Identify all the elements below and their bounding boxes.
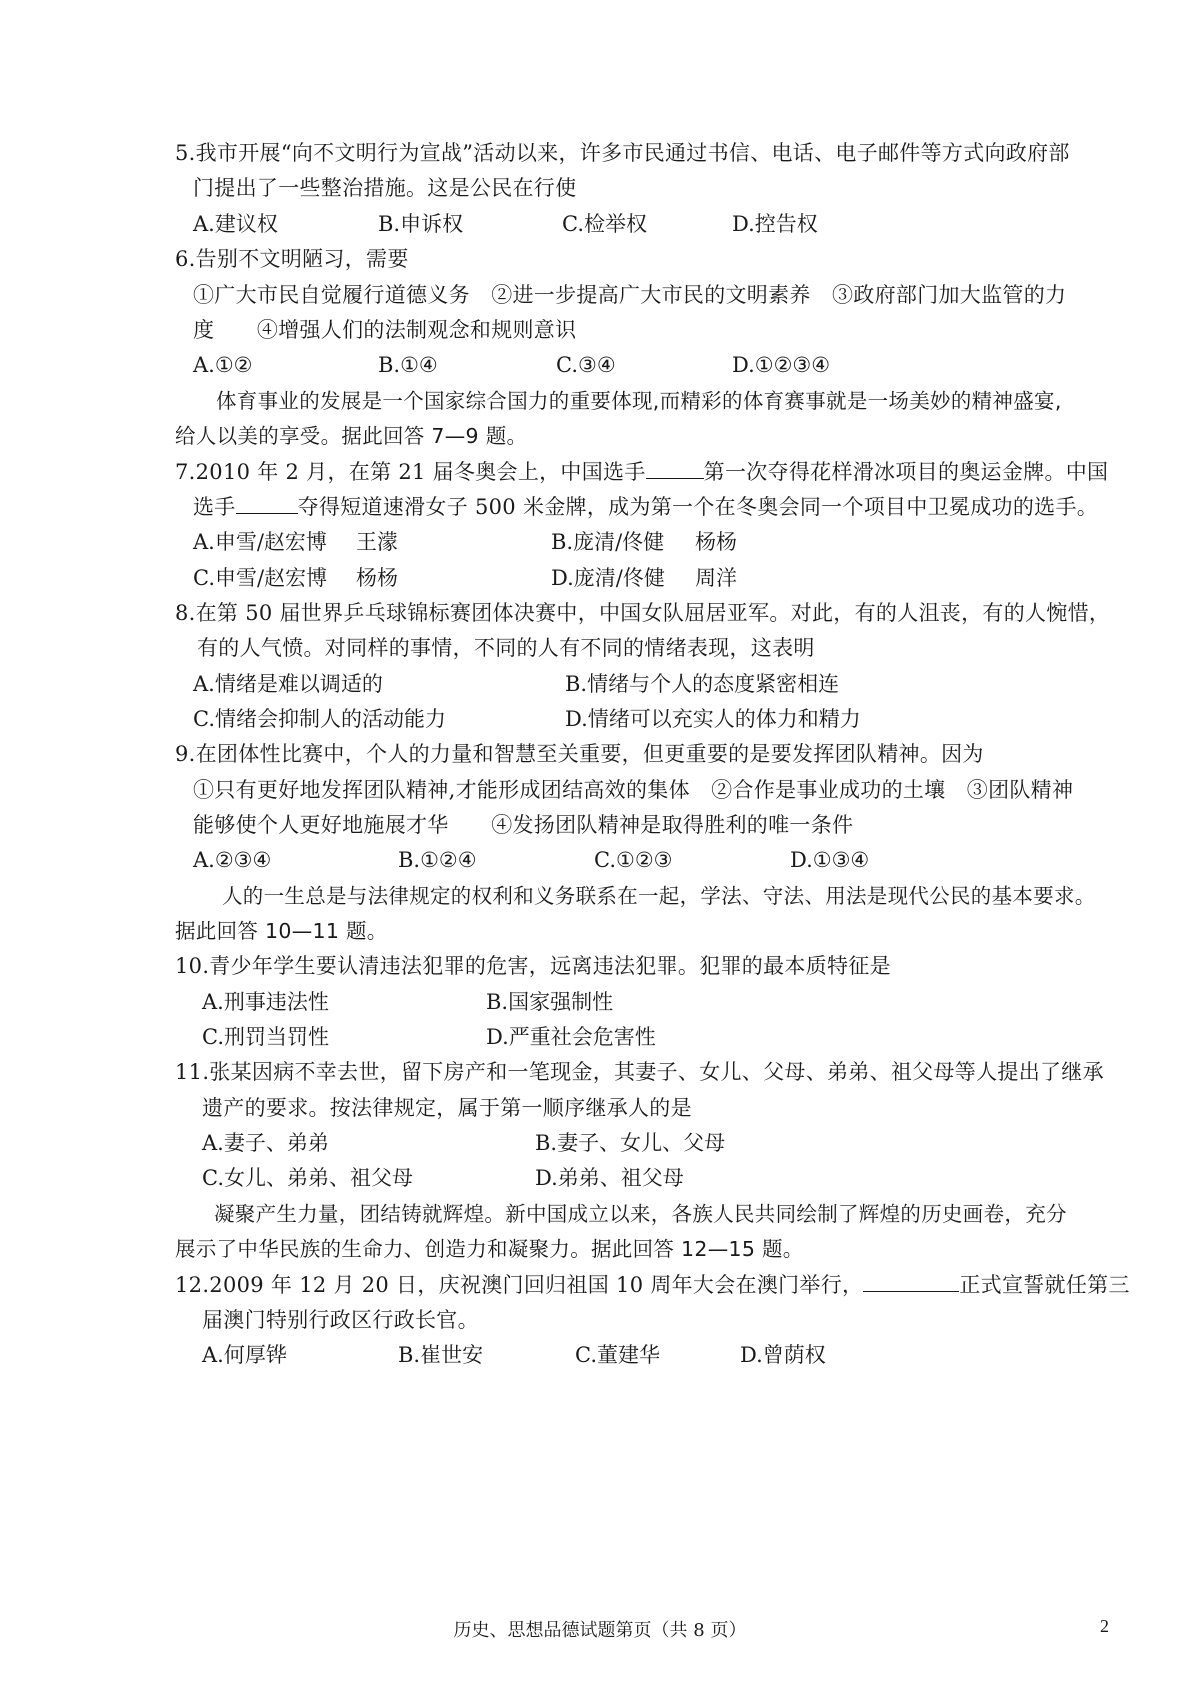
q11-option-d: D.弟弟、祖父母 [535,1166,684,1190]
passage3-line2: 展示了中华民族的生命力、创造力和凝聚力。据此回答 12—15 题。 [175,1237,804,1261]
q9-stem-line2: ①只有更好地发挥团队精神,才能形成团结高效的集体 ②合作是事业成功的土壤 ③团队精神 [193,778,1074,802]
q12-stem-line2: 届澳门特别行政区行政长官。 [202,1308,479,1332]
q10-option-b: B.国家强制性 [486,990,614,1014]
passage3-line1: 凝聚产生力量，团结铸就辉煌。新中国成立以来，各族人民共同绘制了辉煌的历史画卷，充分 [214,1202,1067,1226]
q7-stem-line1-post: 第一次夺得花样滑冰项目的奥运金牌。中国 [703,460,1109,484]
q11-option-a: A.妻子、弟弟 [202,1131,329,1155]
passage1-line1: 体育事业的发展是一个国家综合国力的重要体现,而精彩的体育赛事就是一场美妙的精神盛宴, [216,389,1062,413]
q6-option-c: C.③④ [556,353,616,377]
q6-stem-line2: ①广大市民自觉履行道德义务 ②进一步提高广大市民的文明素养 ③政府部门加大监管的力 [193,283,1067,307]
q5-option-d: D.控告权 [732,212,818,236]
q9-stem-line1: 9.在团体性比赛中，个人的力量和智慧至关重要，但更重要的是要发挥团队精神。因为 [175,742,984,766]
q6-stem-line3: 度 ④增强人们的法制观念和规则意识 [193,318,577,342]
page-number: 2 [1100,1616,1109,1636]
q10-option-d: D.严重社会危害性 [486,1025,656,1049]
q8-option-a: A.情绪是难以调适的 [193,672,383,696]
q12-option-a: A.何厚铧 [202,1343,287,1367]
q9-option-d: D.①③④ [790,848,870,872]
q5-stem-line1: 5.我市开展“向不文明行为宣战”活动以来，许多市民通过书信、电话、电子邮件等方式向政府部 [175,141,1070,165]
q12-stem-line1-pre: 12.2009 年 12 月 20 日，庆祝澳门回归祖国 10 周年大会在澳门举行， [175,1273,864,1297]
q9-stem-line3: 能够使个人更好地施展才华 ④发扬团队精神是取得胜利的唯一条件 [193,813,854,837]
q8-option-c: C.情绪会抑制人的活动能力 [193,707,446,731]
q12-option-d: D.曾荫权 [740,1343,826,1367]
q7-option-c-single: 杨杨 [356,566,398,590]
q9-option-a: A.②③④ [193,848,272,872]
q10-stem-line1: 10.青少年学生要认清违法犯罪的危害，远离违法犯罪。犯罪的最本质特征是 [175,954,891,978]
q7-option-d-pair: D.庞清/佟健 [551,566,665,590]
q11-option-c: C.女儿、弟弟、祖父母 [202,1166,413,1190]
q12-option-c: C.董建华 [575,1343,660,1367]
q5-stem-line2: 门提出了一些整治措施。这是公民在行使 [193,176,577,200]
q7-stem-line1 [175,458,1108,486]
q6-option-d: D.①②③④ [732,353,831,377]
q7-answer-blank-2 [236,493,298,514]
q8-option-d: D.情绪可以充实人的体力和精力 [565,707,861,731]
q10-option-c: C.刑罚当罚性 [202,1025,329,1049]
q7-option-b-single: 杨杨 [695,530,737,554]
q7-option-c-pair: C.申雪/赵宏博 [193,566,328,590]
q9-option-b: B.①②④ [398,848,477,872]
q7-option-d-single: 周洋 [695,566,737,590]
q7-stem-line2-pre: 选手 [193,495,236,519]
q7-option-b-pair: B.庞清/佟健 [551,530,665,554]
q11-option-b: B.妻子、女儿、父母 [535,1131,726,1155]
q7-option-a-single: 王濛 [356,530,398,554]
q10-option-a: A.刑事违法性 [202,990,329,1014]
q5-option-a: A.建议权 [193,212,278,236]
q5-option-b: B.申诉权 [378,212,464,236]
q6-option-a: A.①② [193,353,253,377]
q11-stem-line1: 11.张某因病不幸去世，留下房产和一笔现金，其妻子、女儿、父母、弟弟、祖父母等人提出了继承 [175,1060,1104,1084]
q9-option-c: C.①②③ [594,848,673,872]
q7-stem-line2-post: 夺得短道速滑女子 500 米金牌，成为第一个在冬奥会同一个项目中卫冕成功的选手。 [297,495,1099,519]
passage2-line2: 据此回答 10—11 题。 [175,919,388,943]
q12-stem-line1-post: 正式宣誓就任第三 [959,1273,1130,1297]
q11-stem-line2: 遗产的要求。按法律规定，属于第一顺序继承人的是 [202,1096,692,1120]
q5-option-c: C.检举权 [562,212,647,236]
q7-option-a-pair: A.申雪/赵宏博 [193,530,327,554]
q7-stem-line2 [193,493,1098,521]
q12-answer-blank [863,1271,959,1292]
q7-answer-blank-1 [646,458,704,479]
q12-option-b: B.崔世安 [398,1343,484,1367]
passage2-line1: 人的一生总是与法律规定的权利和义务联系在一起，学法、守法、用法是现代公民的基本要求。 [222,884,1096,908]
q8-stem-line2: 有的人气愤。对同样的事情，不同的人有不同的情绪表现，这表明 [197,636,815,660]
q6-option-b: B.①④ [378,353,438,377]
q8-option-b: B.情绪与个人的态度紧密相连 [565,672,840,696]
page-footer: 历史、思想品德试题第页（共 8 页） [453,1620,747,1641]
passage1-line2: 给人以美的享受。据此回答 7—9 题。 [175,424,528,448]
q7-stem-line1-pre: 7.2010 年 2 月，在第 21 届冬奥会上，中国选手 [175,460,646,484]
q12-stem-line1 [175,1271,1130,1299]
q6-stem-line1: 6.告别不文明陋习，需要 [175,247,409,271]
q8-stem-line1: 8.在第 50 届世界乒乓球锦标赛团体决赛中，中国女队屈居亚军。对此，有的人沮丧，有的人惋惜， [175,601,1111,625]
